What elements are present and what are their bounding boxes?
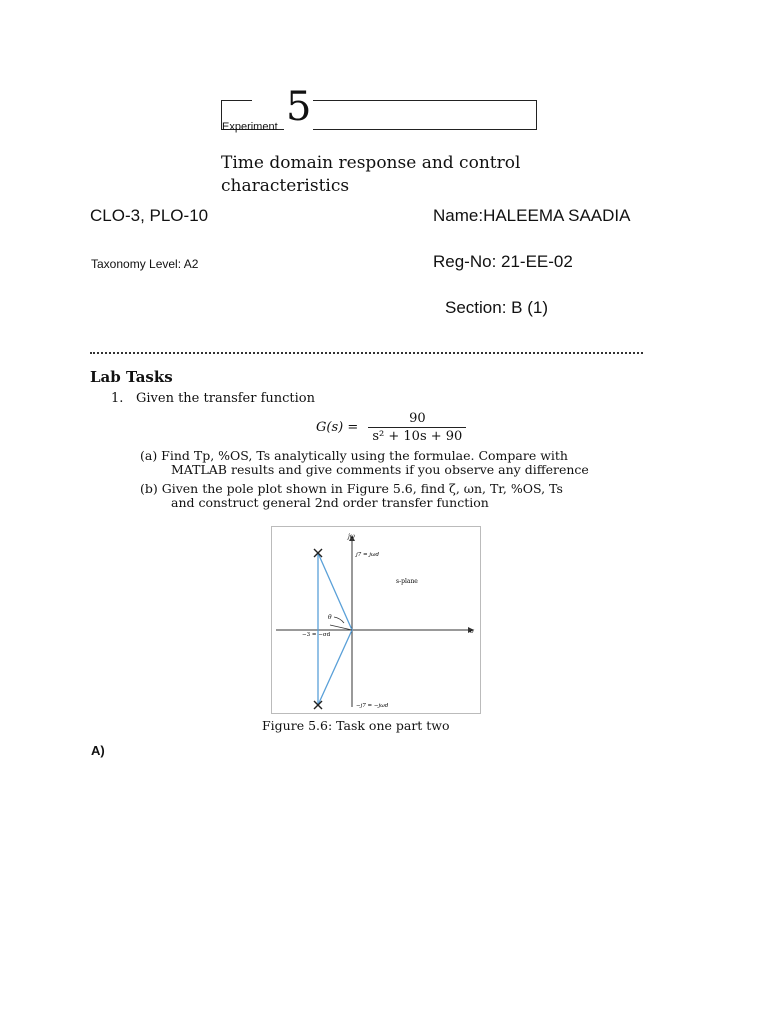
- student-name: Name:HALEEMA SAADIA: [433, 206, 631, 225]
- experiment-title: Time domain response and control characteristics: [221, 153, 521, 196]
- taxonomy-level: Taxonomy Level: A2: [91, 257, 199, 271]
- part-a-line-2: MATLAB results and give comments if you observe any difference: [171, 462, 589, 477]
- task-text: Given the transfer function: [136, 391, 316, 406]
- task-number: 1.: [111, 391, 124, 406]
- dotted-divider: [90, 352, 643, 354]
- angle-label: θ: [328, 614, 332, 621]
- upper-pole-label: j7 = jωd: [356, 552, 380, 558]
- answer-a-label: A): [91, 743, 105, 758]
- transfer-function-equation: [316, 410, 466, 445]
- clo-plo: CLO-3, PLO-10: [90, 206, 209, 225]
- x-axis-label: σ: [470, 628, 475, 635]
- experiment-number: 5: [286, 84, 312, 130]
- lab-tasks-heading: Lab Tasks: [90, 368, 173, 386]
- y-axis-label: jω: [348, 533, 355, 540]
- part-b-line-2: and construct general 2nd order transfer function: [171, 495, 489, 510]
- equation-denominator: s² + 10s + 90: [372, 429, 463, 444]
- real-part-label: −3 = −σd: [302, 632, 331, 638]
- section: Section: B (1): [445, 298, 548, 317]
- lower-pole-label: −j7 = −jωd: [356, 703, 389, 709]
- equation-lhs: G(s) =: [316, 420, 359, 435]
- pole-plot-figure: [271, 526, 481, 714]
- part-b-line-1: (b) Given the pole plot shown in Figure 5.6, find ζ, ωn, Tr, %OS, Ts: [140, 481, 563, 496]
- figure-caption: Figure 5.6: Task one part two: [262, 718, 450, 733]
- angle-arc: [334, 617, 344, 623]
- part-a-line-1: (a) Find Tp, %OS, Ts analytically using the formulae. Compare with: [140, 448, 568, 463]
- angle-arrow-line: [330, 625, 352, 630]
- s-plane-label: s-plane: [396, 578, 418, 585]
- pole-plot-svg: [272, 527, 480, 713]
- equation-numerator: 90: [368, 410, 466, 428]
- registration-number: Reg-No: 21-EE-02: [433, 252, 573, 271]
- experiment-label: Experiment: [222, 121, 278, 133]
- equation-fraction: [368, 410, 466, 445]
